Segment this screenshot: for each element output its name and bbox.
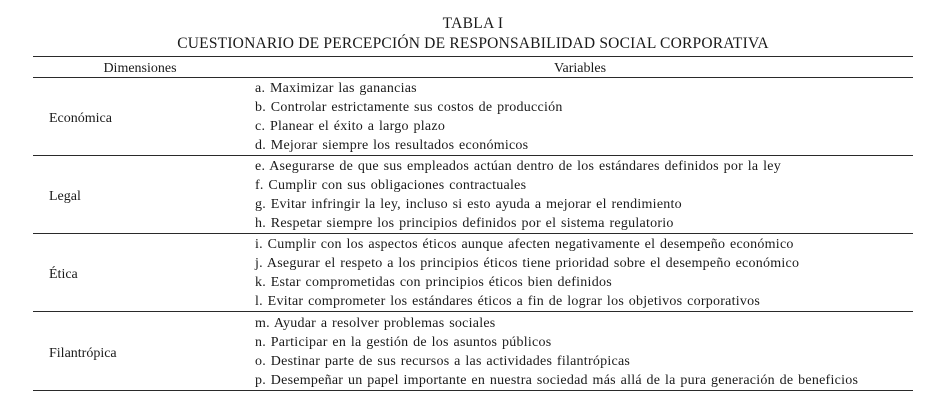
variable-item: b. Controlar estrictamente sus costos de producción — [255, 100, 563, 115]
header-dimensions: Dimensiones — [103, 61, 177, 76]
table-row-legal — [33, 156, 913, 234]
variable-item: a. Maximizar las ganancias — [255, 81, 417, 96]
table-bottom-rule — [33, 390, 913, 391]
dimension-label: Legal — [49, 189, 81, 204]
variable-item: d. Mejorar siempre los resultados económicos — [255, 138, 529, 153]
variable-item: l. Evitar comprometer los estándares éticos a fin de lograr los objetivos corporativos — [255, 294, 761, 309]
variable-item: p. Desempeñar un papel importante en nuestra sociedad más allá de la pura generación de beneficios — [255, 373, 859, 388]
variable-item: j. Asegurar el respeto a los principios éticos tiene prioridad sobre el desempeño económico — [255, 256, 800, 271]
table-number: TABLA I — [442, 15, 504, 32]
variable-item: c. Planear el éxito a largo plazo — [255, 119, 446, 134]
variable-item: f. Cumplir con sus obligaciones contractuales — [255, 178, 527, 193]
variable-item: g. Evitar infringir la ley, incluso si esto ayuda a mejorar el rendimiento — [255, 197, 682, 212]
table-row-filantropica — [33, 313, 913, 391]
dimension-label: Filantrópica — [49, 346, 117, 361]
variable-item: e. Asegurarse de que sus empleados actúan dentro de los estándares definidos por la ley — [255, 159, 781, 174]
variable-item: i. Cumplir con los aspectos éticos aunque afecten negativamente el desempeño económico — [255, 237, 794, 252]
header-variables: Variables — [553, 61, 607, 76]
table-top-rule — [33, 56, 913, 57]
variable-item: o. Destinar parte de sus recursos a las actividades filantrópicas — [255, 354, 631, 369]
table-title: CUESTIONARIO DE PERCEPCIÓN DE RESPONSABILIDAD SOCIAL CORPORATIVA — [177, 35, 769, 52]
dimension-label: Económica — [49, 111, 112, 126]
variable-item: m. Ayudar a resolver problemas sociales — [255, 316, 496, 331]
variable-item: n. Participar en la gestión de los asuntos públicos — [255, 335, 552, 350]
variable-item: h. Respetar siempre los principios definidos por el sistema regulatorio — [255, 216, 674, 231]
row-divider — [33, 311, 913, 312]
table-row-economica — [33, 78, 913, 156]
variable-item: k. Estar comprometidas con principios éticos bien definidos — [255, 275, 612, 290]
dimension-label: Ética — [49, 267, 78, 282]
table-row-etica — [33, 234, 913, 312]
